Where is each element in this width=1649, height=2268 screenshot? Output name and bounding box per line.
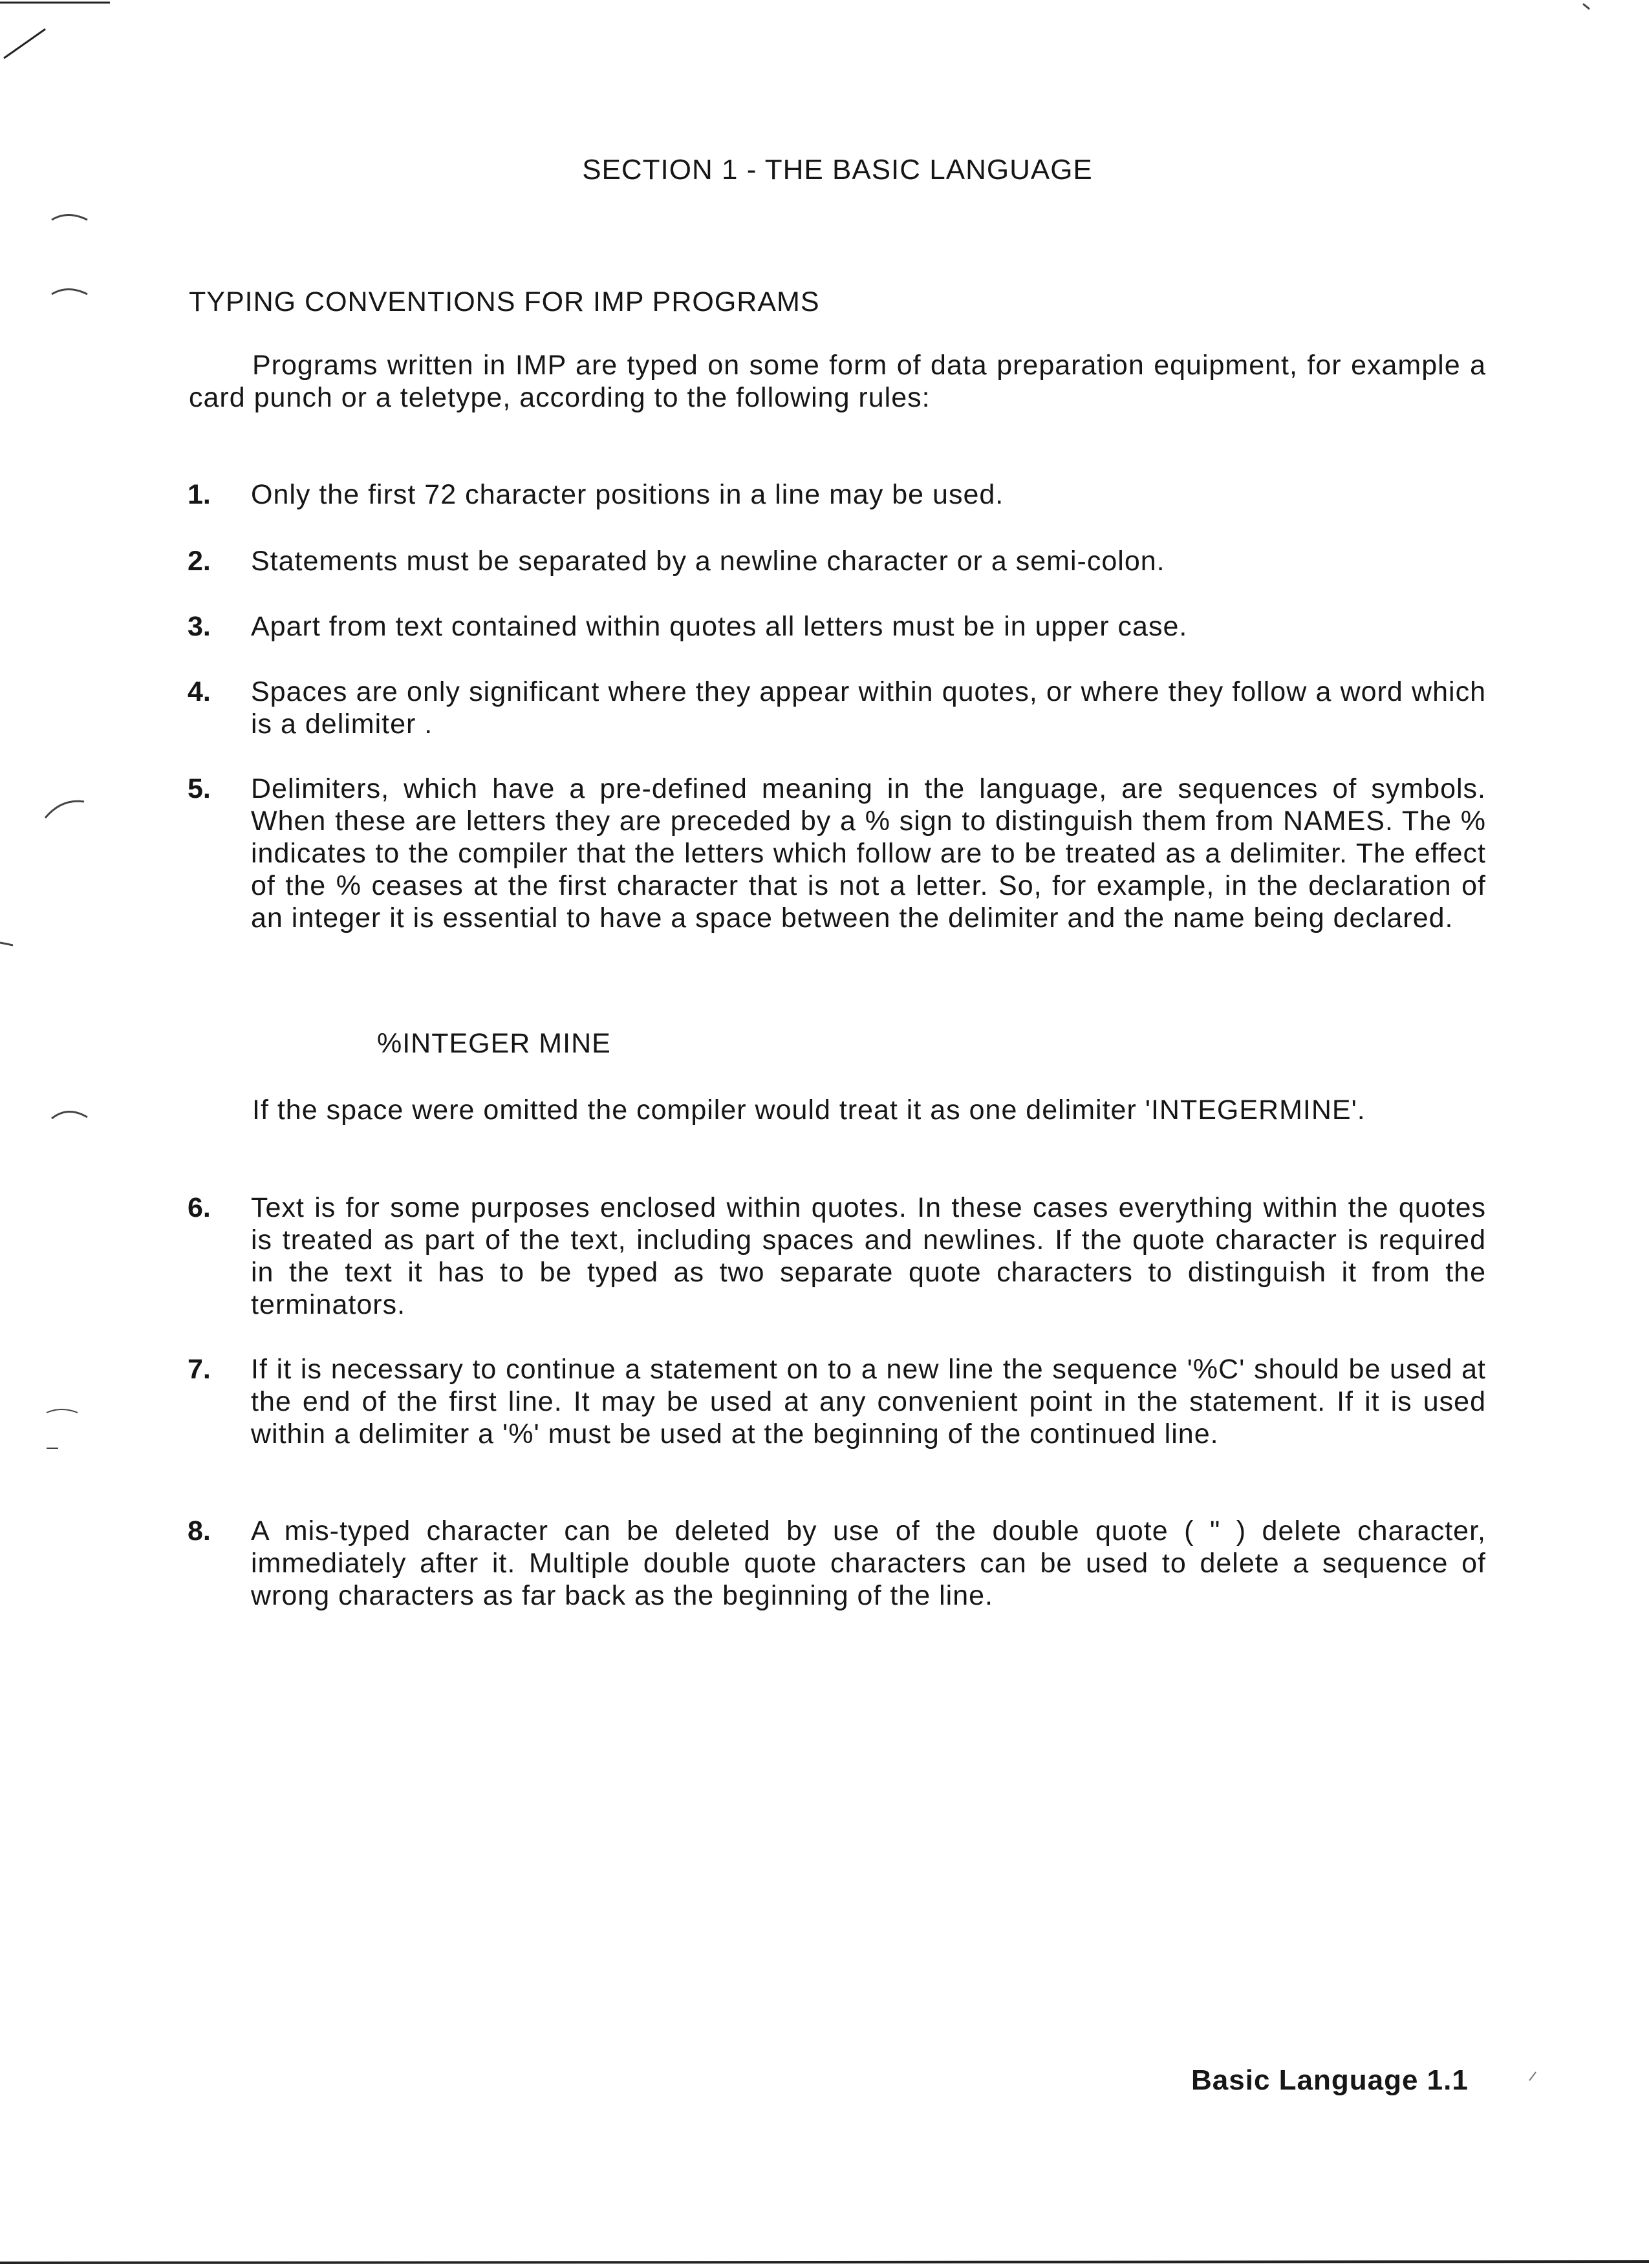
section-title: SECTION 1 - THE BASIC LANGUAGE: [582, 154, 1093, 186]
intro-paragraph: Programs written in IMP are typed on some form of data preparation equipment, for example a card punch or a teletype, according to the following rules:: [189, 350, 1486, 413]
rule-number: 6.: [188, 1192, 211, 1223]
rule-text: A mis-typed character can be deleted by use of the double quote ( " ) delete character, immediately after it. Multiple double quote characters can be used to delete a sequence of wrong characters as far back as the beginning of the line.: [251, 1515, 1486, 1611]
rule-text: Delimiters, which have a pre-defined meaning in the language, are sequences of symbols. When these are letters they are preceded by a % sign to distinguish them from NAMES. The % indicates to the compiler that the letters which follow are to be treated as a delimiter. The effect of the % ceases at the first character that is not a letter. So, for example, in the declaration of an integer it is essential to have a space between the delimiter and the name being declared.: [251, 773, 1486, 934]
rule-number: 4.: [188, 676, 211, 707]
rule-number: 5.: [188, 773, 211, 804]
code-example: %INTEGER MINE: [377, 1028, 611, 1059]
rule-text: Spaces are only significant where they appear within quotes, or where they follow a word which is a delimiter .: [251, 676, 1486, 740]
rule-number: 3.: [188, 611, 211, 642]
rule-text: Apart from text contained within quotes all letters must be in upper case.: [251, 611, 1188, 642]
subheading: TYPING CONVENTIONS FOR IMP PROGRAMS: [189, 286, 820, 317]
rule-text: Text is for some purposes enclosed within quotes. In these cases everything within the quotes is treated as part of the text, including spaces and newlines. If the quote character is required in the text it has to be typed as two separate quote characters to distinguish it from the terminators.: [251, 1192, 1486, 1320]
rule-number: 7.: [188, 1354, 211, 1385]
rule-text: If it is necessary to continue a statement on to a new line the sequence '%C' should be used at the end of the first line. It may be used at any convenient point in the statement. If it is used within a delimiter a '%' must be used at the beginning of the continued line.: [251, 1354, 1486, 1450]
rule-text: Only the first 72 character positions in a line may be used.: [251, 479, 1004, 510]
rule-text: Statements must be separated by a newline character or a semi-colon.: [251, 546, 1165, 577]
rule-number: 8.: [188, 1515, 211, 1546]
rule-number: 1.: [188, 479, 211, 510]
code-followup: If the space were omitted the compiler would treat it as one delimiter 'INTEGERMINE'.: [252, 1095, 1366, 1126]
rule-number: 2.: [188, 546, 211, 577]
page-footer: Basic Language 1.1: [1191, 2064, 1469, 2096]
